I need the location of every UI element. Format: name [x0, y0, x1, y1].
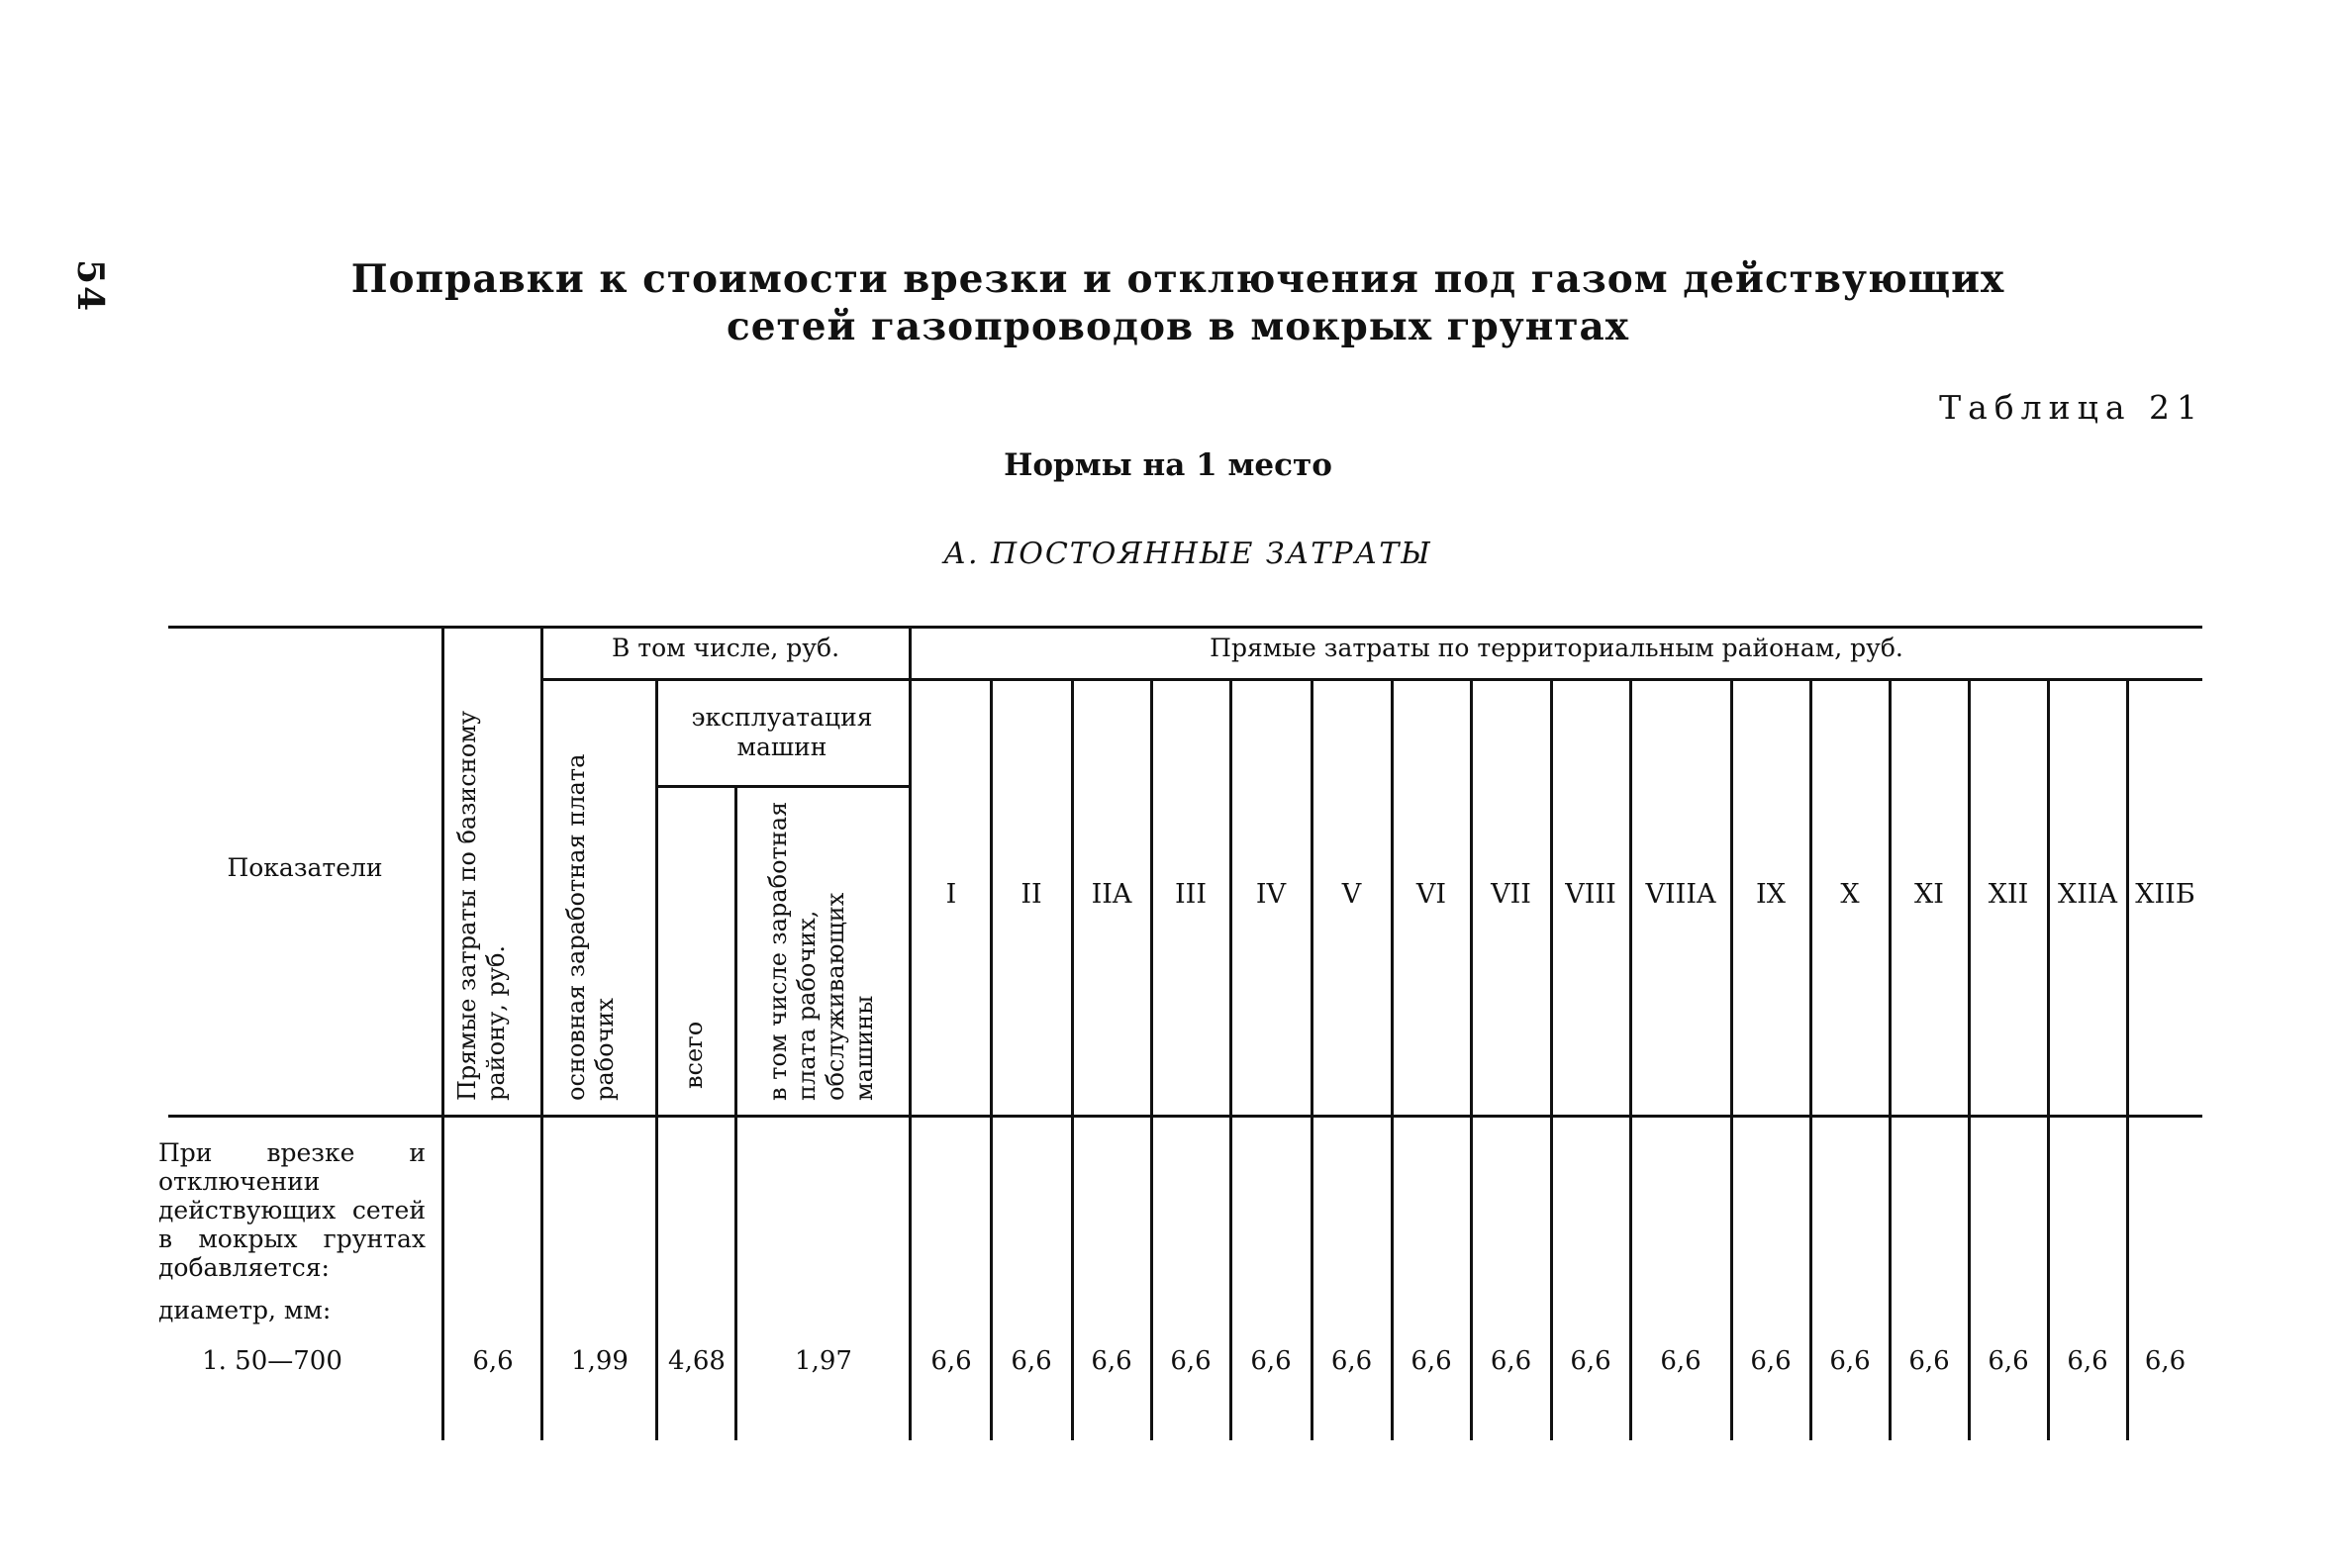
region-value: 6,6: [1330, 1346, 1373, 1376]
region-header: IX: [1756, 879, 1786, 910]
title-line-1: Поправки к стоимости врезки и отключения под газом действующих: [350, 256, 2005, 302]
machine-operation-header: эксплуатация машин: [691, 703, 873, 761]
machine-rule: [655, 785, 909, 788]
region-value: 6,6: [1750, 1346, 1792, 1376]
region-col-line: [1391, 681, 1394, 1440]
region-value: 6,6: [1829, 1346, 1871, 1376]
region-value: 6,6: [1490, 1346, 1532, 1376]
region-value: 6,6: [1170, 1346, 1212, 1376]
title-line-2: сетей газопроводов в мокрых грунтах: [726, 304, 1630, 349]
col-line: [909, 629, 912, 1440]
region-header: I: [945, 879, 957, 910]
region-col-line: [1889, 681, 1892, 1440]
region-value: 6,6: [1091, 1346, 1132, 1376]
region-value: 6,6: [2144, 1346, 2187, 1376]
machine-total-value: 4,68: [668, 1346, 726, 1376]
region-col-line: [1150, 681, 1153, 1440]
region-col-line: [1229, 681, 1232, 1440]
col-line: [540, 629, 543, 1440]
region-value: 6,6: [1250, 1346, 1292, 1376]
page-title: [297, 255, 2059, 350]
page-number: 54: [69, 259, 111, 314]
table-label: Таблица 21: [1939, 388, 2204, 427]
region-col-line: [1629, 681, 1632, 1440]
region-header: VIIIA: [1645, 879, 1716, 910]
section-label: А. ПОСТОЯННЫЕ ЗАТРАТЫ: [943, 537, 1432, 571]
col-line: [734, 788, 737, 1440]
region-header: III: [1175, 879, 1207, 910]
region-value: 6,6: [1908, 1346, 1950, 1376]
region-col-line: [2126, 681, 2129, 1440]
regions-rule: [911, 678, 2202, 681]
region-col-line: [1470, 681, 1473, 1440]
region-value: 6,6: [1570, 1346, 1611, 1376]
col-line: [655, 681, 658, 1440]
region-col-line: [2047, 681, 2050, 1440]
regions-header: Прямые затраты по территориальным районам, руб.: [1210, 634, 1903, 662]
region-header: V: [1341, 879, 1362, 910]
norms-label: Нормы на 1 место: [1004, 447, 1332, 483]
region-header: XIIA: [2057, 879, 2118, 910]
region-value: 6,6: [1988, 1346, 2029, 1376]
main-wage-value: 1,99: [571, 1346, 629, 1376]
region-header: IV: [1255, 879, 1287, 910]
row-sublabel: диаметр, мм:: [158, 1296, 332, 1324]
direct-costs-base-value: 6,6: [472, 1346, 514, 1376]
row-label-text: При врезке и отключении действующих сетей в мокрых грунтах добавляется:: [158, 1138, 426, 1282]
region-header: XI: [1914, 879, 1944, 910]
region-col-line: [990, 681, 993, 1440]
region-col-line: [1968, 681, 1971, 1440]
including-header: В том числе, руб.: [611, 634, 840, 662]
region-header: IIA: [1091, 879, 1132, 910]
region-col-line: [1809, 681, 1812, 1440]
region-col-line: [1550, 681, 1553, 1440]
row-item: 1. 50—700: [202, 1346, 342, 1376]
main-wage-header: основная заработная плата рабочих: [562, 753, 619, 1101]
region-value: 6,6: [1011, 1346, 1052, 1376]
row-label: [158, 1138, 426, 1324]
region-value: 6,6: [930, 1346, 972, 1376]
region-value: 6,6: [1410, 1346, 1452, 1376]
table-top-rule: [168, 626, 2202, 629]
region-col-line: [1730, 681, 1733, 1440]
region-header: VII: [1491, 879, 1531, 910]
machine-wage-header: в том числе заработная плата рабочих, обслуживающих машины: [764, 801, 878, 1101]
region-col-line: [1071, 681, 1074, 1440]
col-line: [441, 629, 444, 1440]
region-header: XII: [1988, 879, 2029, 910]
region-header: X: [1840, 879, 1860, 910]
region-header: VI: [1415, 879, 1447, 910]
machine-total-header: всего: [680, 1021, 708, 1089]
region-value: 6,6: [1660, 1346, 1701, 1376]
including-rule: [542, 678, 909, 681]
region-header: XIIБ: [2135, 879, 2195, 910]
indicators-header: Показатели: [227, 853, 383, 882]
machine-wage-value: 1,97: [795, 1346, 852, 1376]
region-col-line: [1311, 681, 1313, 1440]
region-header: II: [1021, 879, 1042, 910]
region-header: VIII: [1565, 879, 1616, 910]
direct-costs-base-header: Прямые затраты по базисному району, руб.: [453, 711, 510, 1101]
region-value: 6,6: [2067, 1346, 2108, 1376]
header-bottom-rule: [168, 1115, 2202, 1118]
